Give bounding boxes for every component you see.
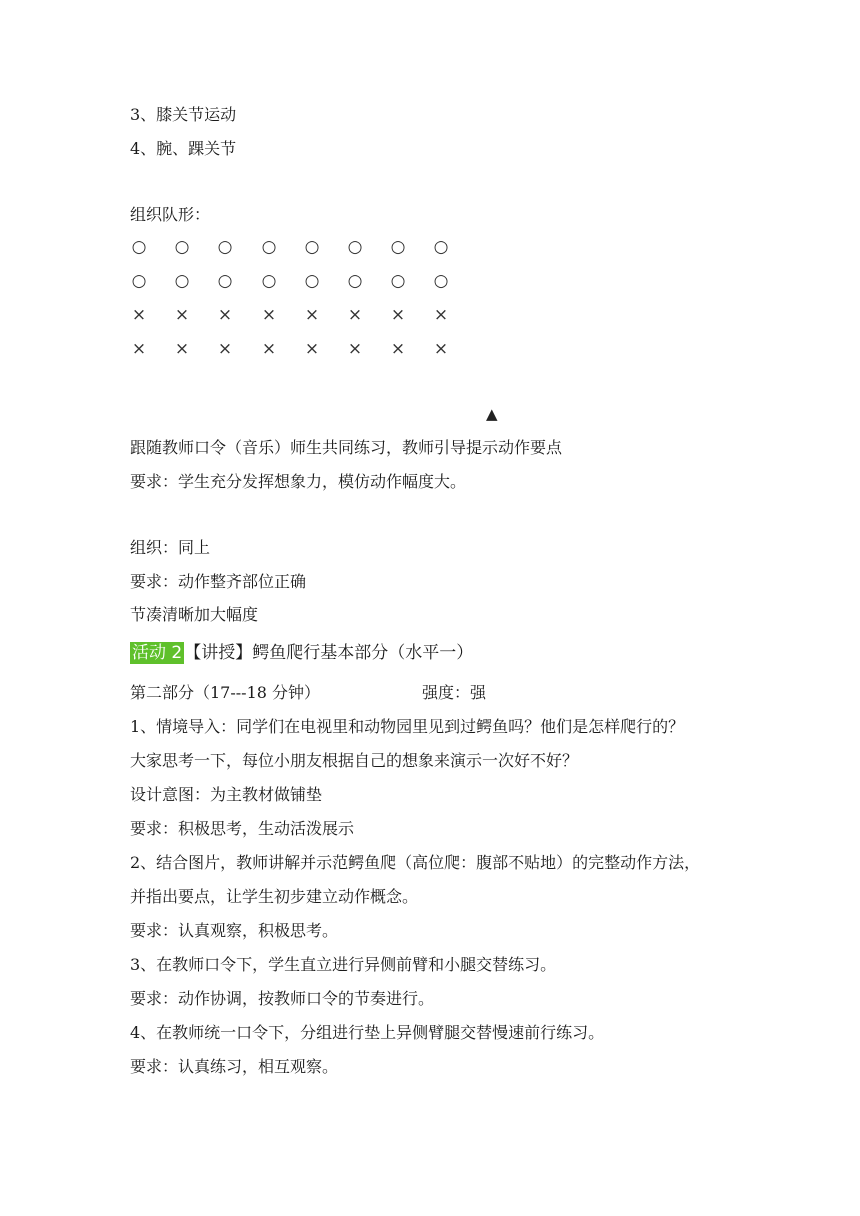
intensity-label: 强度：强 (422, 683, 487, 702)
part-label: 第二部分（17---18 分钟） (130, 683, 321, 702)
student-circle-mark: ○ (347, 271, 363, 291)
student-cross-mark: × (217, 305, 233, 325)
student-circle-mark: ○ (304, 271, 320, 291)
body-line: 4、在教师统一口令下，分组进行垫上异侧臂腿交替慢速前行练习。 (130, 1023, 605, 1042)
student-circle-mark: ○ (347, 237, 363, 257)
student-cross-mark: × (131, 305, 147, 325)
student-cross-mark: × (174, 339, 190, 359)
body-line: 并指出要点，让学生初步建立动作概念。 (130, 887, 419, 906)
student-circle-mark: ○ (131, 237, 147, 257)
requirement-line: 要求：学生充分发挥想象力，模仿动作幅度大。 (130, 472, 467, 491)
body-line: 大家思考一下，每位小朋友根据自己的想象来演示一次好不好？ (130, 751, 579, 770)
student-circle-mark: ○ (433, 237, 449, 257)
teacher-triangle-icon: ▲ (486, 405, 498, 423)
practice-instruction: 跟随教师口令（音乐）师生共同练习，教师引导提示动作要点 (130, 438, 563, 457)
student-circle-mark: ○ (390, 271, 406, 291)
student-cross-mark: × (131, 339, 147, 359)
activity-tag: 活动 2 (132, 643, 183, 663)
formation-label: 组织队形： (130, 205, 211, 224)
student-cross-mark: × (433, 305, 449, 325)
student-circle-mark: ○ (131, 271, 147, 291)
student-cross-mark: × (304, 339, 320, 359)
student-circle-mark: ○ (390, 237, 406, 257)
student-cross-mark: × (174, 305, 190, 325)
student-cross-mark: × (347, 339, 363, 359)
student-circle-mark: ○ (174, 271, 190, 291)
student-circle-mark: ○ (217, 271, 233, 291)
body-line: 3、在教师口令下，学生直立进行异侧前臂和小腿交替练习。 (130, 955, 557, 974)
body-line: 1、情境导入：同学们在电视里和动物园里见到过鳄鱼吗？他们是怎样爬行的？ (130, 717, 685, 736)
body-line: 要求：认真观察，积极思考。 (130, 921, 339, 940)
warmup-item: 4、腕、踝关节 (130, 139, 237, 158)
warmup-item: 3、膝关节运动 (130, 105, 237, 124)
student-cross-mark: × (347, 305, 363, 325)
requirement-line: 要求：动作整齐部位正确 (130, 572, 307, 591)
student-cross-mark: × (304, 305, 320, 325)
organization-line: 组织：同上 (130, 538, 211, 557)
student-circle-mark: ○ (304, 237, 320, 257)
student-circle-mark: ○ (261, 271, 277, 291)
part-line (130, 682, 487, 704)
student-cross-mark: × (261, 305, 277, 325)
student-cross-mark: × (390, 339, 406, 359)
body-line: 要求：积极思考，生动活泼展示 (130, 819, 355, 838)
student-circle-mark: ○ (174, 237, 190, 257)
activity-heading (130, 641, 473, 665)
student-circle-mark: ○ (433, 271, 449, 291)
activity-title: 【讲授】鳄鱼爬行基本部分（水平一） (184, 643, 474, 663)
student-cross-mark: × (390, 305, 406, 325)
student-cross-mark: × (261, 339, 277, 359)
rhythm-line: 节凑清晰加大幅度 (130, 605, 259, 624)
body-line: 要求：认真练习，相互观察。 (130, 1057, 339, 1076)
student-circle-mark: ○ (217, 237, 233, 257)
body-line: 2、结合图片，教师讲解并示范鳄鱼爬（高位爬：腹部不贴地）的完整动作方法， (130, 853, 701, 872)
student-cross-mark: × (433, 339, 449, 359)
body-line: 要求：动作协调，按教师口令的节奏进行。 (130, 989, 435, 1008)
student-circle-mark: ○ (261, 237, 277, 257)
student-cross-mark: × (217, 339, 233, 359)
body-line: 设计意图：为主教材做铺垫 (130, 785, 323, 804)
